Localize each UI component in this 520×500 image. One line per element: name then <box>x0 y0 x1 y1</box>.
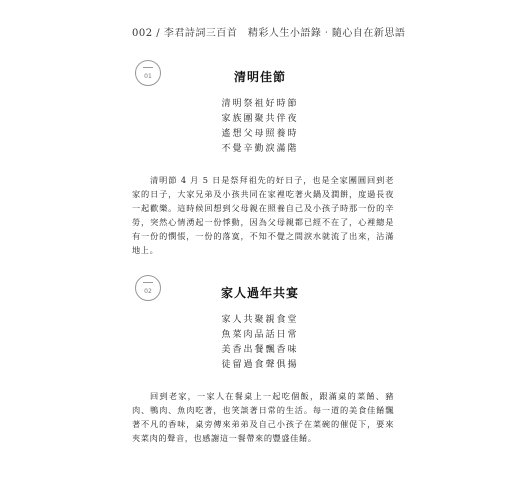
poem-line: 家人共聚親食堂 <box>221 315 299 325</box>
poem-line: 魚菜肉品話日常 <box>221 330 299 340</box>
poem-line: 遙想父母照養時 <box>221 129 299 139</box>
section-title: 清明佳節 <box>233 70 286 84</box>
section-number: 02 <box>144 287 152 295</box>
poem <box>0 313 520 373</box>
poem <box>0 97 520 157</box>
poem-line: 家族團聚共伴夜 <box>221 114 299 124</box>
badge-rule <box>143 282 153 283</box>
poem-line: 徒留過食聲俱揚 <box>221 360 299 370</box>
section-title: 家人過年共宴 <box>220 286 299 300</box>
poem-line: 清明祭祖好時節 <box>221 99 299 109</box>
poem-line: 美香出餐飄香味 <box>221 345 299 355</box>
running-header: 002 / 李君詩詞三百首 精彩人生小語錄‧隨心自在新思語 <box>132 28 406 39</box>
body-paragraph: 回到老家，一家人在餐桌上一起吃個飯，跟滿桌的菜餚、豬肉、鴨肉、魚肉吃著，也笑談著日常的生活。每一道的美食佳餚飄著不凡的香味，桌旁傳來弟弟及自己小孩子在菜碗的催促下，要來夾菜肉的聲音，也感謝這一餐帶來的豐盛佳餚。 <box>132 391 394 443</box>
poem-line: 不覺辛勤淚滿階 <box>221 144 299 154</box>
section-number: 01 <box>144 72 152 80</box>
body-paragraph: 清明節 4 月 5 日是祭拜祖先的好日子，也是全家團圓回到老家的日子，大家兄弟及小孩共同在家裡吃著火鍋及潤餅，度過長夜一起歡樂。這時候回想到父母親在照養自己及小孩子時那一份的辛勞，突然心情湧起一份悸動，因為父母親都已經不在了，心裡總是有一份的憫悵，一份的落寞，不知不覺之間淚水就流了出來，沾滿地上。 <box>132 175 394 255</box>
